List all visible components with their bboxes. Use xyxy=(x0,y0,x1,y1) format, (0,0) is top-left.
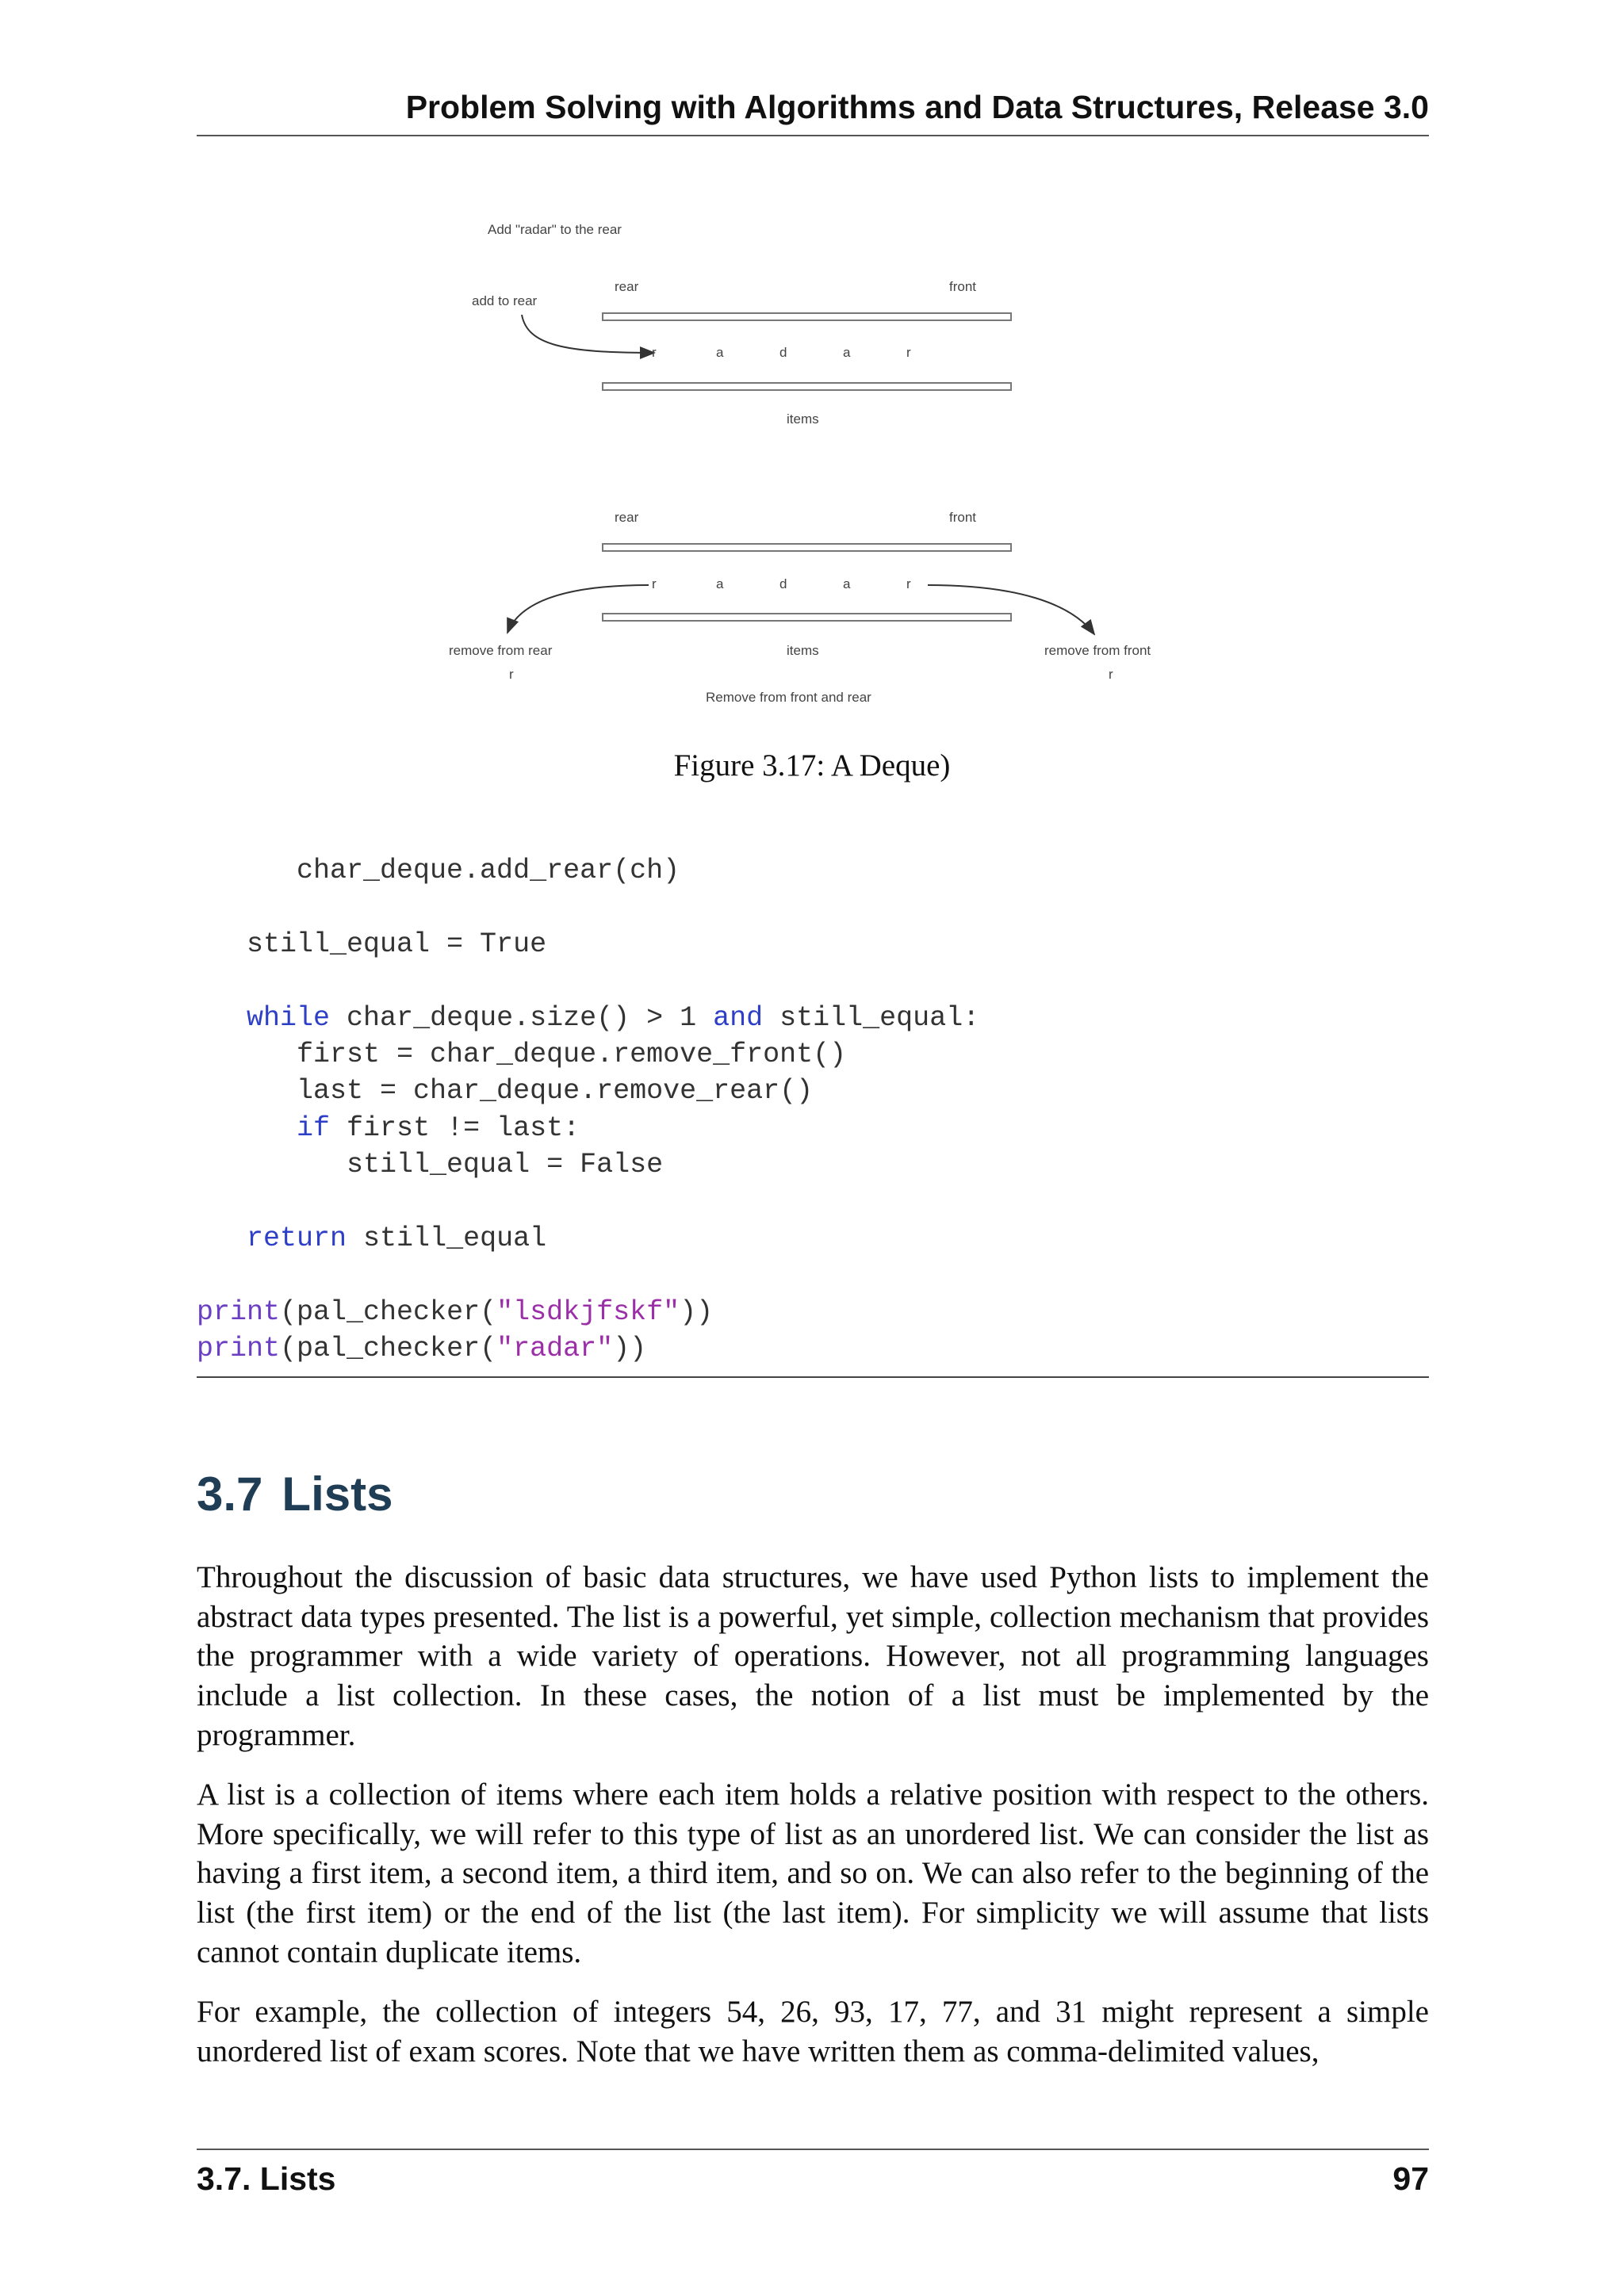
removed-front-value: r xyxy=(1109,667,1113,682)
code-line xyxy=(197,1330,1429,1367)
front-label-top: front xyxy=(949,279,977,294)
code-token: while xyxy=(247,1001,331,1034)
code-line xyxy=(197,1073,1429,1109)
code-line xyxy=(197,1110,1429,1146)
code-token: "lsdkjfskf" xyxy=(496,1295,680,1328)
code-token: (pal_checker( xyxy=(280,1333,497,1365)
figure-caption: Figure 3.17: A Deque) xyxy=(673,748,951,783)
front-label-bottom: front xyxy=(949,510,977,525)
bottom-rail-lower xyxy=(603,614,1011,621)
code-token: char_deque.add_rear(ch) xyxy=(197,855,680,886)
top-rail-upper xyxy=(603,313,1011,320)
deque-item-letter: a xyxy=(843,345,851,360)
remove-from-front-label: remove from front xyxy=(1044,643,1151,658)
code-token: first = char_deque.remove_front() xyxy=(197,1038,847,1070)
deque-item-letter: a xyxy=(716,576,724,591)
code-token: print xyxy=(197,1333,281,1365)
code-line xyxy=(197,1220,1429,1257)
figure-bottom-caption: Remove from front and rear xyxy=(706,690,871,705)
code-token: first != last: xyxy=(330,1112,580,1144)
code-token: if xyxy=(297,1112,331,1144)
code-token: still_equal = True xyxy=(197,928,547,960)
deque-item-letter: d xyxy=(779,576,787,591)
deque-item-letter: r xyxy=(906,345,911,360)
header-divider xyxy=(197,135,1429,136)
removed-rear-value: r xyxy=(509,667,514,682)
running-header-title: Problem Solving with Algorithms and Data Structures, Release 3.0 xyxy=(405,89,1429,125)
remove-from-rear-arrow xyxy=(508,585,649,633)
code-line xyxy=(197,962,1429,999)
deque-item-letter: r xyxy=(652,345,657,360)
deque-item-letter: a xyxy=(843,576,851,591)
figure-top-caption: Add "radar" to the rear xyxy=(488,222,622,237)
code-token: still_equal = False xyxy=(197,1149,664,1181)
code-token xyxy=(197,1002,247,1034)
section-heading xyxy=(197,1467,393,1521)
rear-label-bottom: rear xyxy=(615,510,639,525)
code-token: "radar" xyxy=(496,1333,614,1365)
add-to-rear-label: add to rear xyxy=(472,293,538,308)
code-token: char_deque.size() > 1 xyxy=(330,1001,714,1034)
page-number: 97 xyxy=(1392,2160,1429,2197)
rear-label-top: rear xyxy=(615,279,639,294)
code-token: and xyxy=(713,1001,764,1034)
footer-section-label: 3.7. Lists xyxy=(197,2160,336,2197)
code-token: print xyxy=(197,1295,281,1328)
code-line xyxy=(197,926,1429,962)
deque-figure xyxy=(444,206,1189,721)
bottom-rail-upper xyxy=(603,544,1011,551)
code-line xyxy=(197,889,1429,925)
items-label-bottom: items xyxy=(787,643,819,658)
section-title: Lists xyxy=(282,1468,393,1521)
code-divider xyxy=(197,1376,1429,1378)
deque-diagram xyxy=(444,206,1189,721)
code-token: )) xyxy=(613,1333,647,1365)
code-line xyxy=(197,1184,1429,1220)
code-line xyxy=(197,852,1429,889)
code-token xyxy=(197,1223,247,1254)
paragraph-3: For example, the collection of integers 54, 26, 93, 17, 77, and 31 might represent a simple unordered list of exam scores. Note that we have written them as comma-delimited values, xyxy=(197,1995,1429,2068)
code-token: still_equal: xyxy=(763,1001,980,1034)
code-token: last = char_deque.remove_rear() xyxy=(197,1075,814,1108)
remove-from-rear-label: remove from rear xyxy=(449,643,553,658)
paragraph-2: A list is a collection of items where each item holds a relative position with respect to the others. More specifically, we will refer to this type of list as an unordered list. We can consider the list as having a first item, a second item, a third item, and so on. We can also refer to the beginning of the list (the first item) or the end of the list (the last item). For simplicity we will assume that lists cannot contain duplicate items. xyxy=(197,1777,1429,1969)
code-token: still_equal xyxy=(347,1222,547,1254)
deque-item-letter: d xyxy=(779,345,787,360)
code-token: return xyxy=(247,1222,347,1254)
code-line xyxy=(197,1294,1429,1330)
paragraph-1: Throughout the discussion of basic data structures, we have used Python lists to implement the abstract data types presented. The list is a powerful, yet simple, collection mechanism that provides the programmer with a wide variety of operations. However, not all programming languages include a list collection. In these cases, the notion of a list must be implemented by the programmer. xyxy=(197,1560,1429,1752)
code-line xyxy=(197,1257,1429,1293)
code-line xyxy=(197,1146,1429,1183)
code-line xyxy=(197,1036,1429,1073)
code-token xyxy=(197,1112,297,1144)
section-number: 3.7 xyxy=(197,1468,263,1521)
code-token: )) xyxy=(680,1295,714,1328)
deque-item-letter: r xyxy=(652,576,657,591)
code-line xyxy=(197,1000,1429,1036)
code-listing xyxy=(197,852,1429,1367)
footer-divider xyxy=(197,2149,1429,2150)
code-token: (pal_checker( xyxy=(280,1295,497,1328)
deque-item-letter: a xyxy=(716,345,724,360)
deque-item-letter: r xyxy=(906,576,911,591)
top-rail-lower xyxy=(603,383,1011,390)
remove-from-front-arrow xyxy=(928,585,1094,634)
items-label-top: items xyxy=(787,411,819,427)
